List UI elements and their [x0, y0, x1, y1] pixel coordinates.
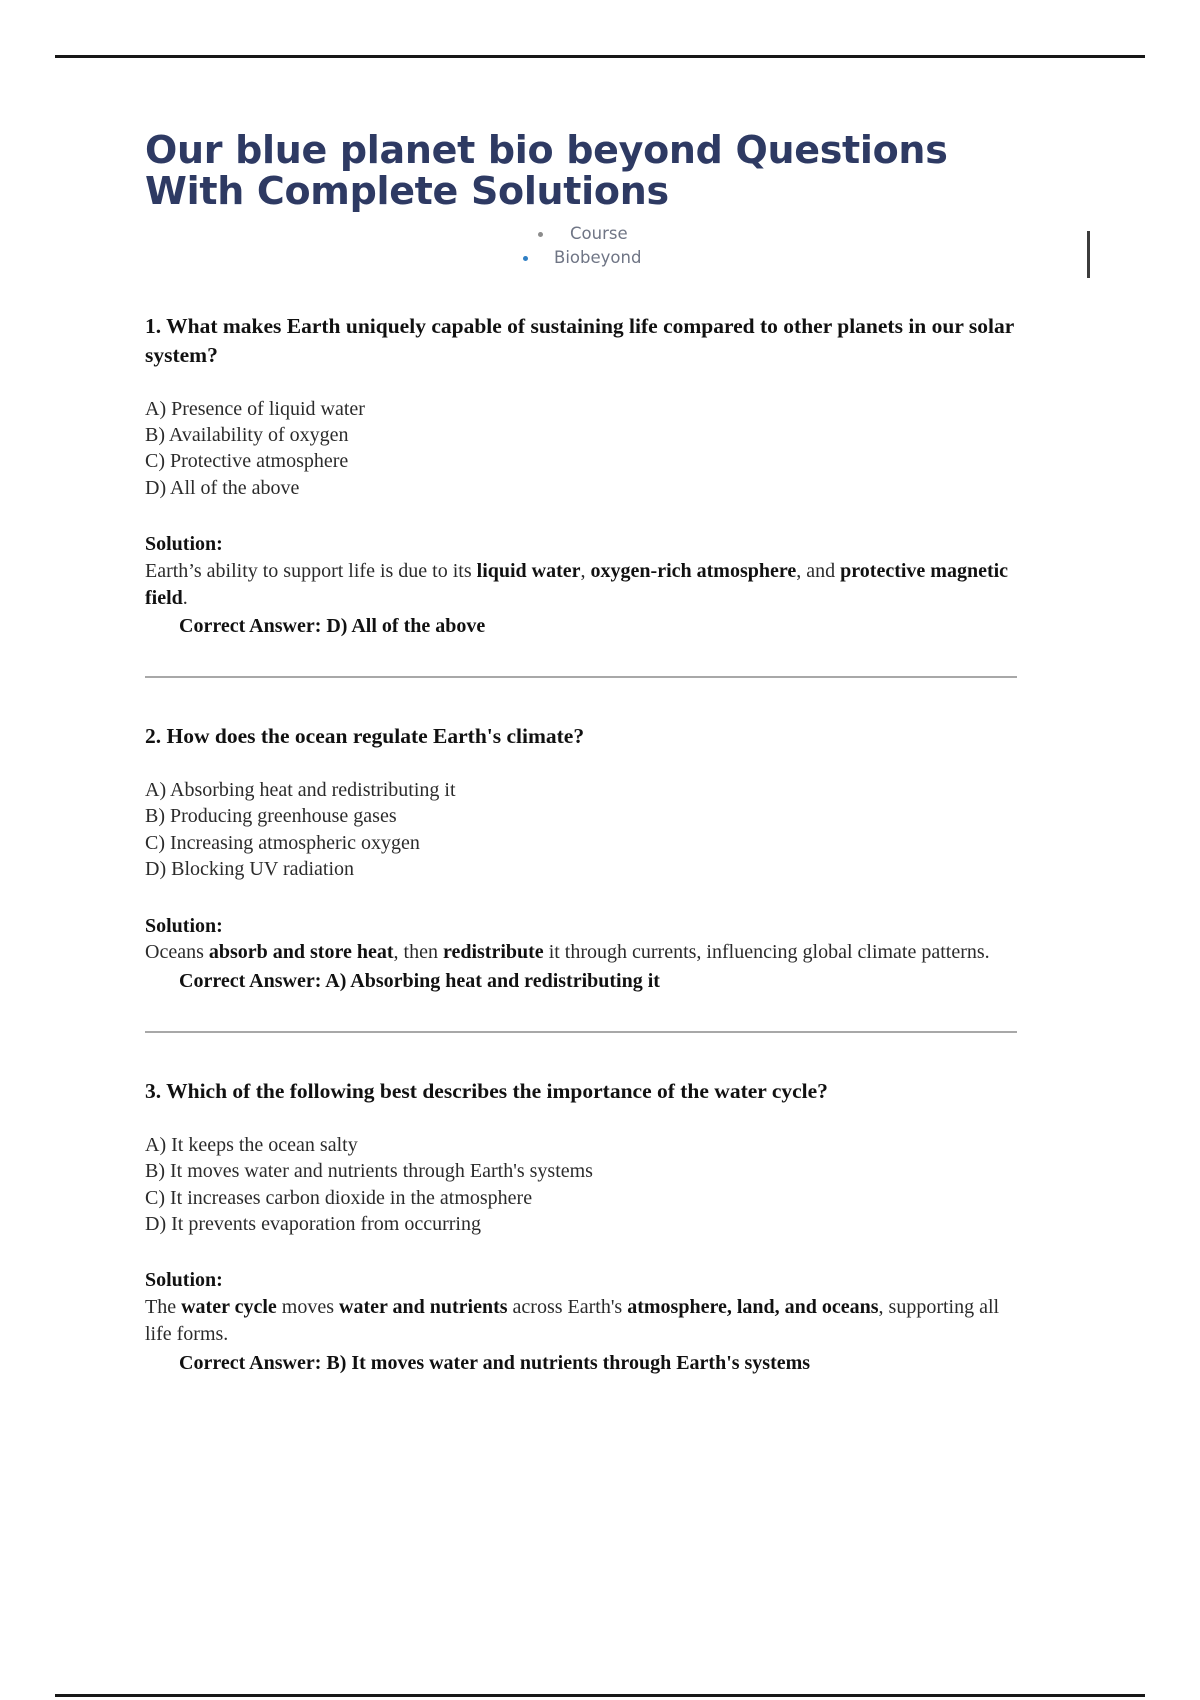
solution-fragment: , supporting all life forms. [145, 1296, 1000, 1345]
page-top-rule [55, 55, 1145, 58]
answer-options [145, 1132, 1075, 1238]
solution-fragment: . [182, 586, 188, 609]
answer-option[interactable]: C) Protective atmosphere [145, 450, 349, 473]
section-divider [145, 1031, 1017, 1033]
answer-option[interactable]: A) It keeps the ocean salty [145, 1133, 358, 1156]
solution-fragment: , and [796, 559, 841, 582]
answer-options [145, 777, 1075, 883]
solution-fragment: , then [393, 941, 443, 964]
solution-text [145, 558, 1030, 612]
meta-item-label: Course [570, 224, 628, 244]
solution-fragment: Oceans [145, 941, 209, 964]
question-block [145, 1077, 1075, 1377]
solution-fragment: moves [276, 1296, 339, 1319]
answer-options [145, 396, 1075, 502]
bullet-icon [523, 256, 528, 261]
solution-fragment: The [145, 1296, 182, 1319]
correct-answer: Correct Answer: D) All of the above [179, 615, 486, 638]
document-content [145, 130, 1075, 1377]
document-meta-list [145, 222, 1075, 270]
question-prompt: 1. What makes Earth uniquely capable of sustaining life compared to other planets in our solar system? [145, 313, 1014, 367]
solution-label: Solution: [145, 914, 223, 937]
solution-fragment: across Earth's [507, 1296, 628, 1319]
answer-option[interactable]: B) Availability of oxygen [145, 423, 349, 446]
answer-option[interactable]: B) Producing greenhouse gases [145, 805, 397, 828]
solution-text [145, 1294, 1030, 1348]
answer-option[interactable]: A) Absorbing heat and redistributing it [145, 779, 456, 802]
page-bottom-rule [55, 1694, 1145, 1697]
answer-option[interactable]: D) It prevents evaporation from occurring [145, 1212, 481, 1235]
solution-fragment: Earth’s ability to support life is due to its [145, 559, 477, 582]
meta-item-course [145, 222, 1075, 246]
answer-option[interactable]: C) It increases carbon dioxide in the atmosphere [145, 1186, 533, 1209]
solution-emphasis: absorb and store heat [208, 941, 394, 964]
answer-option[interactable]: A) Presence of liquid water [145, 397, 365, 420]
answer-option[interactable]: D) Blocking UV radiation [145, 858, 355, 881]
solution-section [145, 1267, 1075, 1376]
question-block [145, 312, 1075, 678]
answer-option[interactable]: C) Increasing atmospheric oxygen [145, 831, 420, 854]
solution-emphasis: liquid water [476, 559, 581, 582]
question-prompt: 3. Which of the following best describes the importance of the water cycle? [145, 1079, 828, 1103]
page-title: Our blue planet bio beyond Questions With Complete Solutions [145, 128, 948, 214]
solution-emphasis: atmosphere, land, and oceans [627, 1296, 879, 1319]
solution-emphasis: water and nutrients [339, 1296, 508, 1319]
correct-answer: Correct Answer: A) Absorbing heat and redistributing it [179, 970, 660, 993]
correct-answer: Correct Answer: B) It moves water and nutrients through Earth's systems [179, 1351, 811, 1374]
solution-label: Solution: [145, 1269, 223, 1292]
solution-label: Solution: [145, 533, 223, 556]
meta-item-label: Biobeyond [554, 247, 642, 267]
questions-container [145, 312, 1075, 1377]
solution-section [145, 531, 1075, 640]
solution-fragment: , [580, 559, 591, 582]
text-caret [1087, 231, 1090, 278]
solution-emphasis: redistribute [442, 941, 544, 964]
answer-option[interactable]: B) It moves water and nutrients through Earth's systems [145, 1160, 593, 1183]
meta-item-subject [145, 246, 1075, 270]
question-prompt: 2. How does the ocean regulate Earth's climate? [145, 724, 585, 749]
section-divider [145, 676, 1017, 678]
solution-emphasis: protective magnetic field [145, 559, 1009, 609]
bullet-icon [538, 232, 543, 237]
solution-section [145, 913, 1075, 995]
solution-emphasis: oxygen-rich atmosphere [590, 559, 797, 582]
solution-emphasis: water cycle [181, 1296, 277, 1319]
solution-text [145, 939, 1030, 966]
question-block [145, 722, 1075, 1033]
answer-option[interactable]: D) All of the above [145, 476, 300, 499]
solution-fragment: it through currents, influencing global climate patterns. [543, 941, 990, 964]
